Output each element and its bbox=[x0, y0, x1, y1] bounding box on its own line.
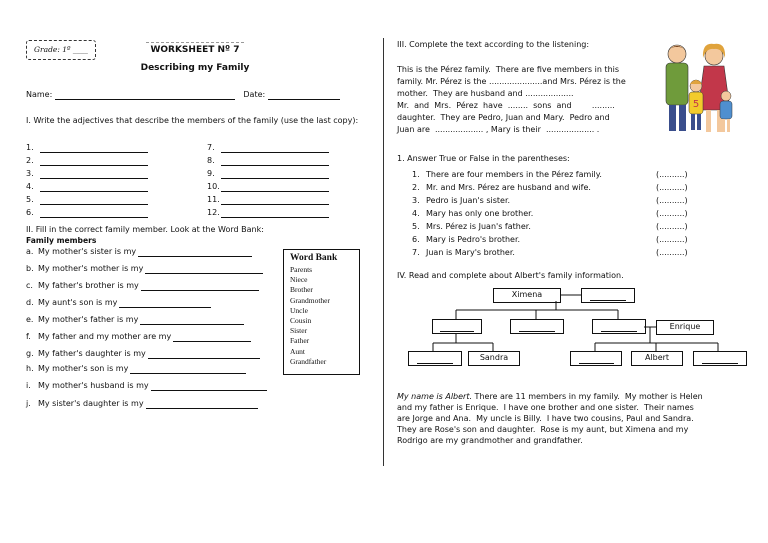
grade-label: Grade: 1º ____ bbox=[34, 45, 88, 54]
tf-answer-blank[interactable]: (..........) bbox=[656, 170, 688, 179]
tree-blank[interactable] bbox=[440, 323, 474, 332]
paragraph-line bbox=[397, 435, 737, 446]
worksheet-title-text: WORKSHEET Nº 7 bbox=[150, 45, 240, 55]
albert-paragraph bbox=[397, 391, 737, 446]
svg-text:5: 5 bbox=[692, 99, 700, 110]
tf-statement: Mary is Pedro's brother. bbox=[426, 235, 521, 244]
adjective-number: 2. bbox=[26, 156, 34, 165]
paragraph-line bbox=[397, 424, 737, 435]
word-bank-word: Niece bbox=[290, 275, 308, 285]
item-letter: d. bbox=[26, 298, 34, 307]
paragraph-line bbox=[397, 413, 737, 424]
tree-blank[interactable] bbox=[519, 323, 555, 332]
section1-instruction: I. Write the adjectives that describe the members of the family (use the last copy): bbox=[26, 116, 359, 125]
tf-number: 1. bbox=[412, 170, 420, 179]
word-bank-word: Aunt bbox=[290, 346, 305, 356]
item-text: My sister's daughter is my bbox=[38, 399, 144, 408]
tf-answer-blank[interactable]: (..........) bbox=[656, 222, 688, 231]
tree-blank[interactable] bbox=[601, 323, 637, 332]
word-bank-word: Grandmother bbox=[290, 295, 330, 305]
item-text: My father and my mother are my bbox=[38, 332, 172, 341]
item-letter: f. bbox=[26, 332, 31, 341]
item-letter: j. bbox=[26, 399, 31, 408]
tree-label-enrique: Enrique bbox=[669, 322, 701, 331]
tree-blank[interactable] bbox=[702, 355, 738, 364]
item-text: My father's daughter is my bbox=[38, 349, 146, 358]
adjective-number: 5. bbox=[26, 195, 34, 204]
tree-label-ximena: Ximena bbox=[511, 290, 543, 299]
tf-answer-blank[interactable]: (..........) bbox=[656, 209, 688, 218]
tree-blank[interactable] bbox=[579, 355, 614, 364]
paragraph-line: daughter. They are Pedro, Juan and Mary. Pedro and bbox=[397, 113, 610, 122]
word-bank-word: Parents bbox=[290, 265, 313, 274]
item-text: My mother's son is my bbox=[38, 364, 129, 373]
tf-statement: Juan is Mary's brother. bbox=[426, 248, 515, 257]
adjective-number: 4. bbox=[26, 182, 34, 191]
tf-statement: Mary has only one brother. bbox=[426, 209, 534, 218]
item-letter: h. bbox=[26, 364, 34, 373]
tree-node-enrique bbox=[656, 320, 714, 335]
adjective-number: 10. bbox=[207, 182, 220, 191]
tf-number: 7. bbox=[412, 248, 420, 257]
adjective-number: 11. bbox=[207, 195, 220, 204]
tf-number: 5. bbox=[412, 222, 420, 231]
section3-instruction: III. Complete the text according to the listening: bbox=[397, 40, 590, 49]
paragraph-line: mother. They are husband and ................... bbox=[397, 89, 574, 98]
word-bank-word: Uncle bbox=[290, 305, 308, 315]
tf-number: 2. bbox=[412, 183, 420, 192]
item-text: My mother's sister is my bbox=[38, 247, 137, 256]
paragraph-text: Rodrigo are my grandmother and grandfather. bbox=[397, 436, 583, 445]
item-text: My father's brother is my bbox=[38, 281, 139, 290]
paragraph-text: are Jorge and Ana. My uncle is Billy. I have two cousins, Paul and Sandra. bbox=[397, 414, 694, 423]
tf-statement: Mrs. Pérez is Juan's father. bbox=[426, 222, 531, 231]
name-label: Name: bbox=[26, 90, 53, 99]
tf-answer-blank[interactable]: (..........) bbox=[656, 248, 688, 257]
tree-blank[interactable] bbox=[590, 292, 626, 301]
tree-node-sandra bbox=[468, 351, 520, 366]
item-text: My mother's mother is my bbox=[38, 264, 144, 273]
tree-node-parent-2[interactable] bbox=[510, 319, 564, 334]
paragraph-line: Juan are ................... , Mary is their ................... . bbox=[397, 125, 600, 134]
tree-node-parent-3[interactable] bbox=[592, 319, 646, 334]
tf-number: 4. bbox=[412, 209, 420, 218]
adjective-number: 7. bbox=[207, 143, 215, 152]
tree-node-sibling-2[interactable] bbox=[693, 351, 747, 366]
family-members-heading: Family members bbox=[26, 236, 97, 245]
worksheet-subtitle: Describing my Family bbox=[140, 63, 250, 73]
item-text: My mother's father is my bbox=[38, 315, 139, 324]
paragraph-line: This is the Pérez family. There are five members in this bbox=[397, 65, 620, 74]
word-bank-title: Word Bank bbox=[290, 253, 338, 263]
section4-instruction: IV. Read and complete about Albert's family information. bbox=[397, 271, 624, 280]
tree-node-albert bbox=[631, 351, 683, 366]
tf-answer-blank[interactable]: (..........) bbox=[656, 183, 688, 192]
item-letter: g. bbox=[26, 349, 34, 358]
tree-node-cousin-1[interactable] bbox=[408, 351, 462, 366]
adjective-number: 12. bbox=[207, 208, 220, 217]
item-letter: a. bbox=[26, 247, 34, 256]
tree-label-sandra: Sandra bbox=[479, 353, 509, 362]
tree-node-ximena bbox=[493, 288, 561, 303]
paragraph-text: They are Rose's son and daughter. Rose is my aunt, but Ximena and my bbox=[397, 425, 689, 434]
paragraph-line: Mr. and Mrs. Pérez have ........ sons and ......... bbox=[397, 101, 615, 110]
paragraph-text: There are 11 members in my family. My mother is Helen bbox=[472, 392, 703, 401]
item-text: My mother's husband is my bbox=[38, 381, 149, 390]
paragraph-line: family. Mr. Pérez is the .....................and Mrs. Pérez is the bbox=[397, 77, 626, 86]
item-letter: i. bbox=[26, 381, 31, 390]
adjective-number: 8. bbox=[207, 156, 215, 165]
item-letter: e. bbox=[26, 315, 34, 324]
adjective-number: 6. bbox=[26, 208, 34, 217]
section2-instruction: II. Fill in the correct family member. Look at the Word Bank: bbox=[26, 225, 264, 234]
tf-number: 6. bbox=[412, 235, 420, 244]
tf-number: 3. bbox=[412, 196, 420, 205]
paragraph-line bbox=[397, 391, 737, 402]
paragraph-lead: My name is Albert. bbox=[397, 392, 473, 401]
item-letter: c. bbox=[26, 281, 33, 290]
item-text: My aunt's son is my bbox=[38, 298, 118, 307]
tf-statement: Pedro is Juan's sister. bbox=[426, 196, 511, 205]
tree-node-parent-1[interactable] bbox=[432, 319, 482, 334]
paragraph-line bbox=[397, 402, 737, 413]
tf-answer-blank[interactable]: (..........) bbox=[656, 196, 688, 205]
paragraph-text: and my father is Enrique. I have one brother and one sister. Their names bbox=[397, 403, 694, 412]
tree-node-sibling-1[interactable] bbox=[570, 351, 622, 366]
adjective-number: 3. bbox=[26, 169, 34, 178]
tf-answer-blank[interactable]: (..........) bbox=[656, 235, 688, 244]
adjective-number: 1. bbox=[26, 143, 34, 152]
word-bank-word: Grandfather bbox=[290, 356, 327, 366]
tree-label-albert: Albert bbox=[644, 353, 670, 362]
word-bank-word: Cousin bbox=[290, 316, 312, 326]
tree-node-grandfather[interactable] bbox=[581, 288, 635, 303]
tree-blank[interactable] bbox=[417, 355, 453, 364]
word-bank-word: Brother bbox=[290, 285, 313, 295]
item-letter: b. bbox=[26, 264, 34, 273]
date-label: Date: bbox=[243, 90, 266, 99]
adjective-number: 9. bbox=[207, 169, 215, 178]
word-bank-word: Sister bbox=[290, 326, 308, 336]
tf-statement: There are four members in the Pérez family. bbox=[426, 170, 602, 179]
word-bank-word: Father bbox=[290, 336, 310, 346]
tf-statement: Mr. and Mrs. Pérez are husband and wife. bbox=[426, 183, 591, 192]
true-false-instruction: 1. Answer True or False in the parentheses: bbox=[397, 154, 570, 163]
